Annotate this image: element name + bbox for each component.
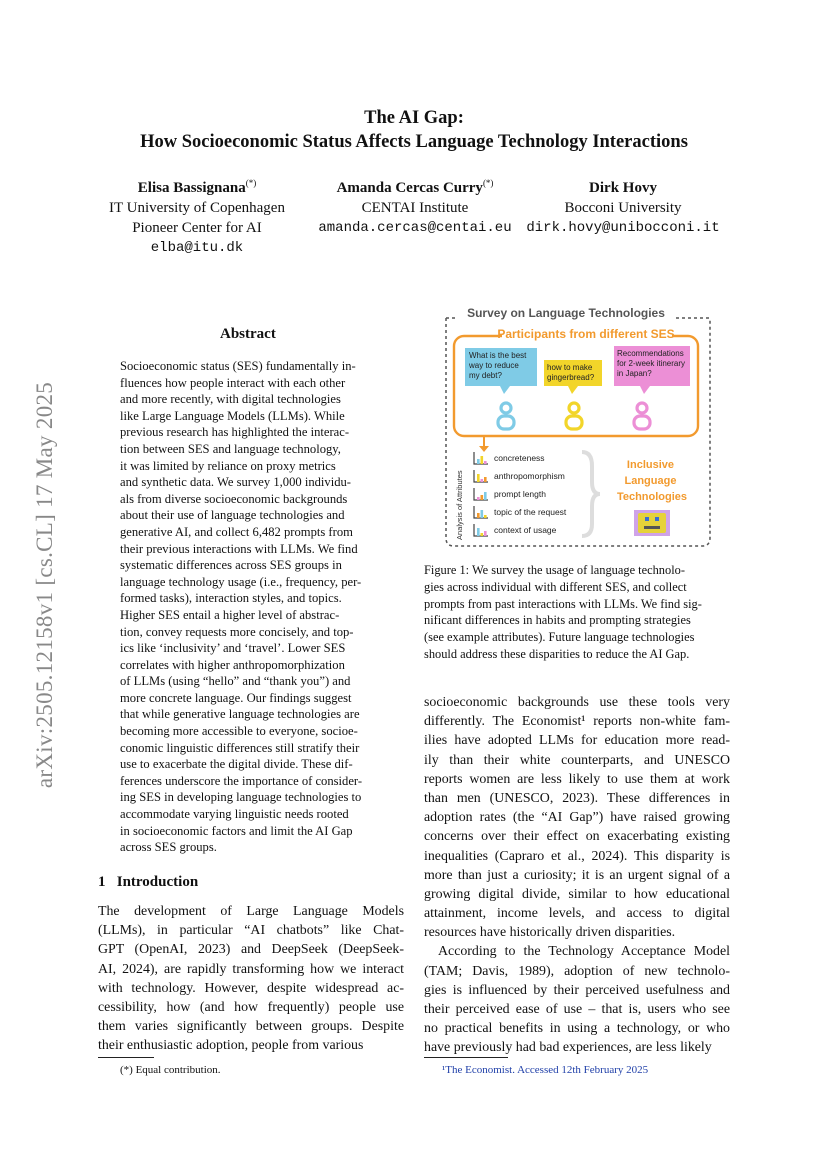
attribute-label: prompt length [494, 489, 546, 499]
attribute-row [474, 524, 557, 536]
text-line: GPT (OpenAI, 2023) and DeepSeek (DeepSeek- [98, 942, 404, 958]
footnote-rule [98, 1057, 154, 1058]
author-affiliation: Pioneer Center for AI [132, 220, 262, 236]
bubble-blue [465, 348, 537, 394]
intro-right-column [424, 693, 730, 1058]
mini-chart-bar [477, 528, 480, 536]
text-line: their enthusiastic adoption, people from various [98, 1038, 364, 1054]
attribute-label: anthropomorphism [494, 471, 565, 481]
mini-chart-bar [481, 456, 484, 464]
abstract-body [120, 358, 382, 856]
text-line: more concrete language. Our findings suggest [120, 690, 352, 705]
result-label-word: Inclusive [626, 459, 675, 471]
text-line: their previous interactions with LLMs. We find [120, 541, 358, 556]
text-line: concerns over their effect on exacerbating existing [424, 829, 730, 845]
text-line: language technology usage (i.e., frequency, per- [120, 574, 362, 589]
text-line: and synthetic data. We survey 1,000 individu- [120, 475, 351, 490]
text-line: resources have historically driven disparities. [424, 925, 676, 941]
footnote-equal-contribution: (*) Equal contribution. [120, 1064, 221, 1076]
text-line: adoption rates (the “AI Gap”) have raised growing [424, 810, 730, 826]
arrow-down-icon [479, 436, 489, 452]
person-icon-pink [634, 403, 650, 429]
text-line: The development of Large Language Models [98, 904, 404, 919]
text-line: previous research has highlighted the interac- [120, 425, 350, 440]
text-line: systematic differences across SES groups in [120, 558, 342, 573]
text-line: Higher SES entail a higher level of abstrac- [120, 607, 340, 622]
attribute-label: context of usage [494, 525, 557, 535]
text-line: (TAM; Davis, 1989), adoption of new technolo- [424, 963, 730, 979]
text-line: their perceived ease of use – that is, users who see [424, 1002, 730, 1017]
author-email[interactable]: elba@itu.dk [150, 240, 244, 256]
text-line: of LLMs (using “hello” and “thank you”) and [120, 674, 351, 689]
text-line: becoming more accessible to everyone, socioe- [120, 724, 358, 739]
author-block-3 [520, 178, 726, 238]
text-line: prompts from past interactions with LLMs. We find sig- [424, 596, 702, 611]
mini-chart-bar [484, 515, 487, 518]
attribute-label: topic of the request [494, 507, 567, 517]
text-line: use to exacerbate the digital divide. These dif- [120, 757, 353, 772]
result-label-word: Technologies [616, 491, 688, 503]
text-line: accommodate varying linguistic needs rooted [120, 807, 349, 822]
author-email[interactable]: amanda.cercas@centai.eu [318, 220, 512, 236]
text-line: it was limited by reliance on proxy metrics [120, 458, 336, 473]
person-icon-blue [498, 403, 514, 429]
text-line: ily than their white counterparts, and UNESCO [424, 752, 730, 768]
text-line: inequalities (Capraro et al., 2024). This disparity is [424, 848, 730, 864]
svg-text:Recommendationsfor 2-week itin: Recommendations for 2-week itinerary in Japan? [617, 349, 686, 378]
mini-chart-bar [484, 492, 487, 500]
text-line: have previously had bad experiences, are less likely [424, 1040, 712, 1056]
bubble-pink [614, 346, 690, 394]
attribute-list [474, 452, 567, 536]
text-line: conomic linguistic differences still stratify their [120, 740, 360, 755]
attribute-row [474, 452, 545, 464]
author-name: Dirk Hovy [589, 180, 657, 196]
section-heading [98, 874, 198, 891]
author-email[interactable]: dirk.hovy@unibocconi.it [526, 220, 720, 236]
text-line: (LLMs), in particular “AI chatbots” like Chat- [98, 923, 404, 939]
text-line: more than just a curiosity; it is an urgent signal of a [424, 867, 730, 883]
text-line: fluences how people interact with each other [120, 375, 346, 390]
figure-1 [440, 306, 716, 550]
participants-title: Participants from different SES [497, 327, 675, 341]
author-block-1 [92, 178, 302, 258]
text-line: growing digital divide, similar to how educational [424, 886, 730, 902]
text-line: and more recently, with digital technologies [120, 392, 341, 407]
text-line: like Large Language Models (LLMs). While [120, 408, 345, 423]
robot-icon [634, 510, 670, 536]
author-mark: (*) [482, 178, 494, 188]
text-line: ing SES in developing language technologies to [120, 790, 362, 805]
text-line: should address these disparities to reduce the AI Gap. [424, 646, 690, 661]
text-line: than men (UNESCO, 2023). These differences in [424, 790, 730, 806]
svg-text:What is the bestway to reducem: What is the best way to reduce my debt? [469, 351, 527, 380]
author-affiliation: Bocconi University [564, 200, 682, 216]
text-line: attainment, income levels, and access to digital [424, 906, 730, 922]
text-line: gies across individual with different SES, and collect [424, 579, 687, 594]
text-line: with technology. However, despite widespread ac- [98, 980, 404, 996]
mini-chart-bar [481, 533, 484, 536]
figure-outer-title: Survey on Language Technologies [467, 306, 665, 320]
text-line: ics like ‘inclusivity’ and ‘travel’. Lower SES [120, 641, 346, 656]
abstract-heading: Abstract [220, 326, 276, 342]
figure-caption [424, 562, 732, 663]
author-affiliation: IT University of Copenhagen [109, 200, 285, 216]
paper-title-line-2: How Socioeconomic Status Affects Language Technology Interactions [140, 132, 688, 152]
mini-chart-bar [477, 497, 480, 500]
mini-chart-bar [481, 479, 484, 482]
text-line: generative AI, and collect 6,482 prompts from [120, 524, 353, 539]
arxiv-identifier [24, 340, 66, 830]
author-mark: (*) [245, 178, 257, 188]
text-line: als from diverse socioeconomic backgrounds [120, 491, 348, 506]
text-line: socioeconomic backgrounds use these tools very [424, 695, 730, 710]
text-line: formed tasks), interaction styles, and topics. [120, 591, 342, 606]
text-line: differently. The Economist¹ reports non-white fam- [424, 714, 730, 730]
analysis-axis-label: Analysis of Attributes [455, 470, 464, 540]
mini-chart-bar [484, 477, 487, 482]
attribute-row [474, 506, 567, 518]
text-line: across SES groups. [120, 840, 217, 855]
text-line: tion, convey requests more concisely, and top- [120, 624, 354, 639]
person-icon-yellow [566, 403, 582, 429]
result-label-word: Language [624, 475, 677, 487]
mini-chart-bar [484, 531, 487, 536]
text-line: ilies have adopted LLMs for education more read- [424, 733, 730, 749]
mini-chart-bar [477, 513, 480, 518]
author-block-2 [310, 178, 520, 238]
brace-shape [582, 452, 600, 536]
mini-chart-bar [481, 510, 484, 518]
footnote-economist[interactable]: ¹The Economist. Accessed 12th February 2025 [442, 1064, 649, 1076]
result-label [617, 459, 687, 503]
mini-chart-bar [481, 495, 484, 500]
mini-chart-bar [484, 461, 487, 464]
text-line: Socioeconomic status (SES) fundamentally in- [120, 359, 356, 373]
mini-chart-bar [477, 474, 480, 482]
text-line: tion between SES and language technology, [120, 441, 341, 456]
bubble-yellow [544, 360, 602, 394]
mini-chart-bar [477, 459, 480, 464]
text-line: no practical benefits in using a technology, or who [424, 1021, 730, 1037]
author-name: Amanda Cercas Curry [336, 180, 483, 196]
text-line: AI, 2024), are rapidly transforming how we interact [98, 961, 404, 977]
text-line: that while generative language technologies are [120, 707, 360, 722]
arxiv-id-text: arXiv:2505.12158v1 [cs.CL] 17 May 2025 [32, 381, 57, 789]
footnote-rule [424, 1057, 508, 1058]
text-line: Figure 1: We survey the usage of language technolo- [424, 563, 685, 577]
attribute-row [474, 488, 546, 500]
text-line: ferences underscore the importance of consider- [120, 773, 363, 788]
text-line: nificant differences in habits and prompting strategies [424, 613, 691, 628]
text-line: correlates with higher anthropomorphization [120, 657, 345, 672]
intro-left-column [98, 902, 404, 1056]
text-line: cessibility, how (and how frequently) people use [98, 999, 404, 1015]
text-line: in socioeconomic factors and limit the AI Gap [120, 823, 353, 838]
section-number: 1 [98, 874, 106, 890]
text-line: gies is influenced by their perceived usefulness and [424, 982, 730, 998]
section-title: Introduction [116, 874, 199, 890]
attribute-label: concreteness [494, 453, 545, 463]
author-name: Elisa Bassignana [137, 180, 246, 196]
paper-title-line-1: The AI Gap: [364, 108, 464, 128]
text-line: (see example attributes). Future language technologies [424, 630, 695, 645]
svg-text:how to makegingerbread?: how to make gingerbread? [547, 363, 595, 382]
text-line: about their use of language technologies and [120, 508, 345, 523]
text-line: According to the Technology Acceptance Model [438, 944, 730, 960]
text-line: them varies significantly between groups. Despite [98, 1019, 404, 1035]
attribute-row [474, 470, 565, 482]
text-line: reports women are less likely to use them at work [424, 771, 730, 787]
author-affiliation: CENTAI Institute [361, 200, 469, 216]
